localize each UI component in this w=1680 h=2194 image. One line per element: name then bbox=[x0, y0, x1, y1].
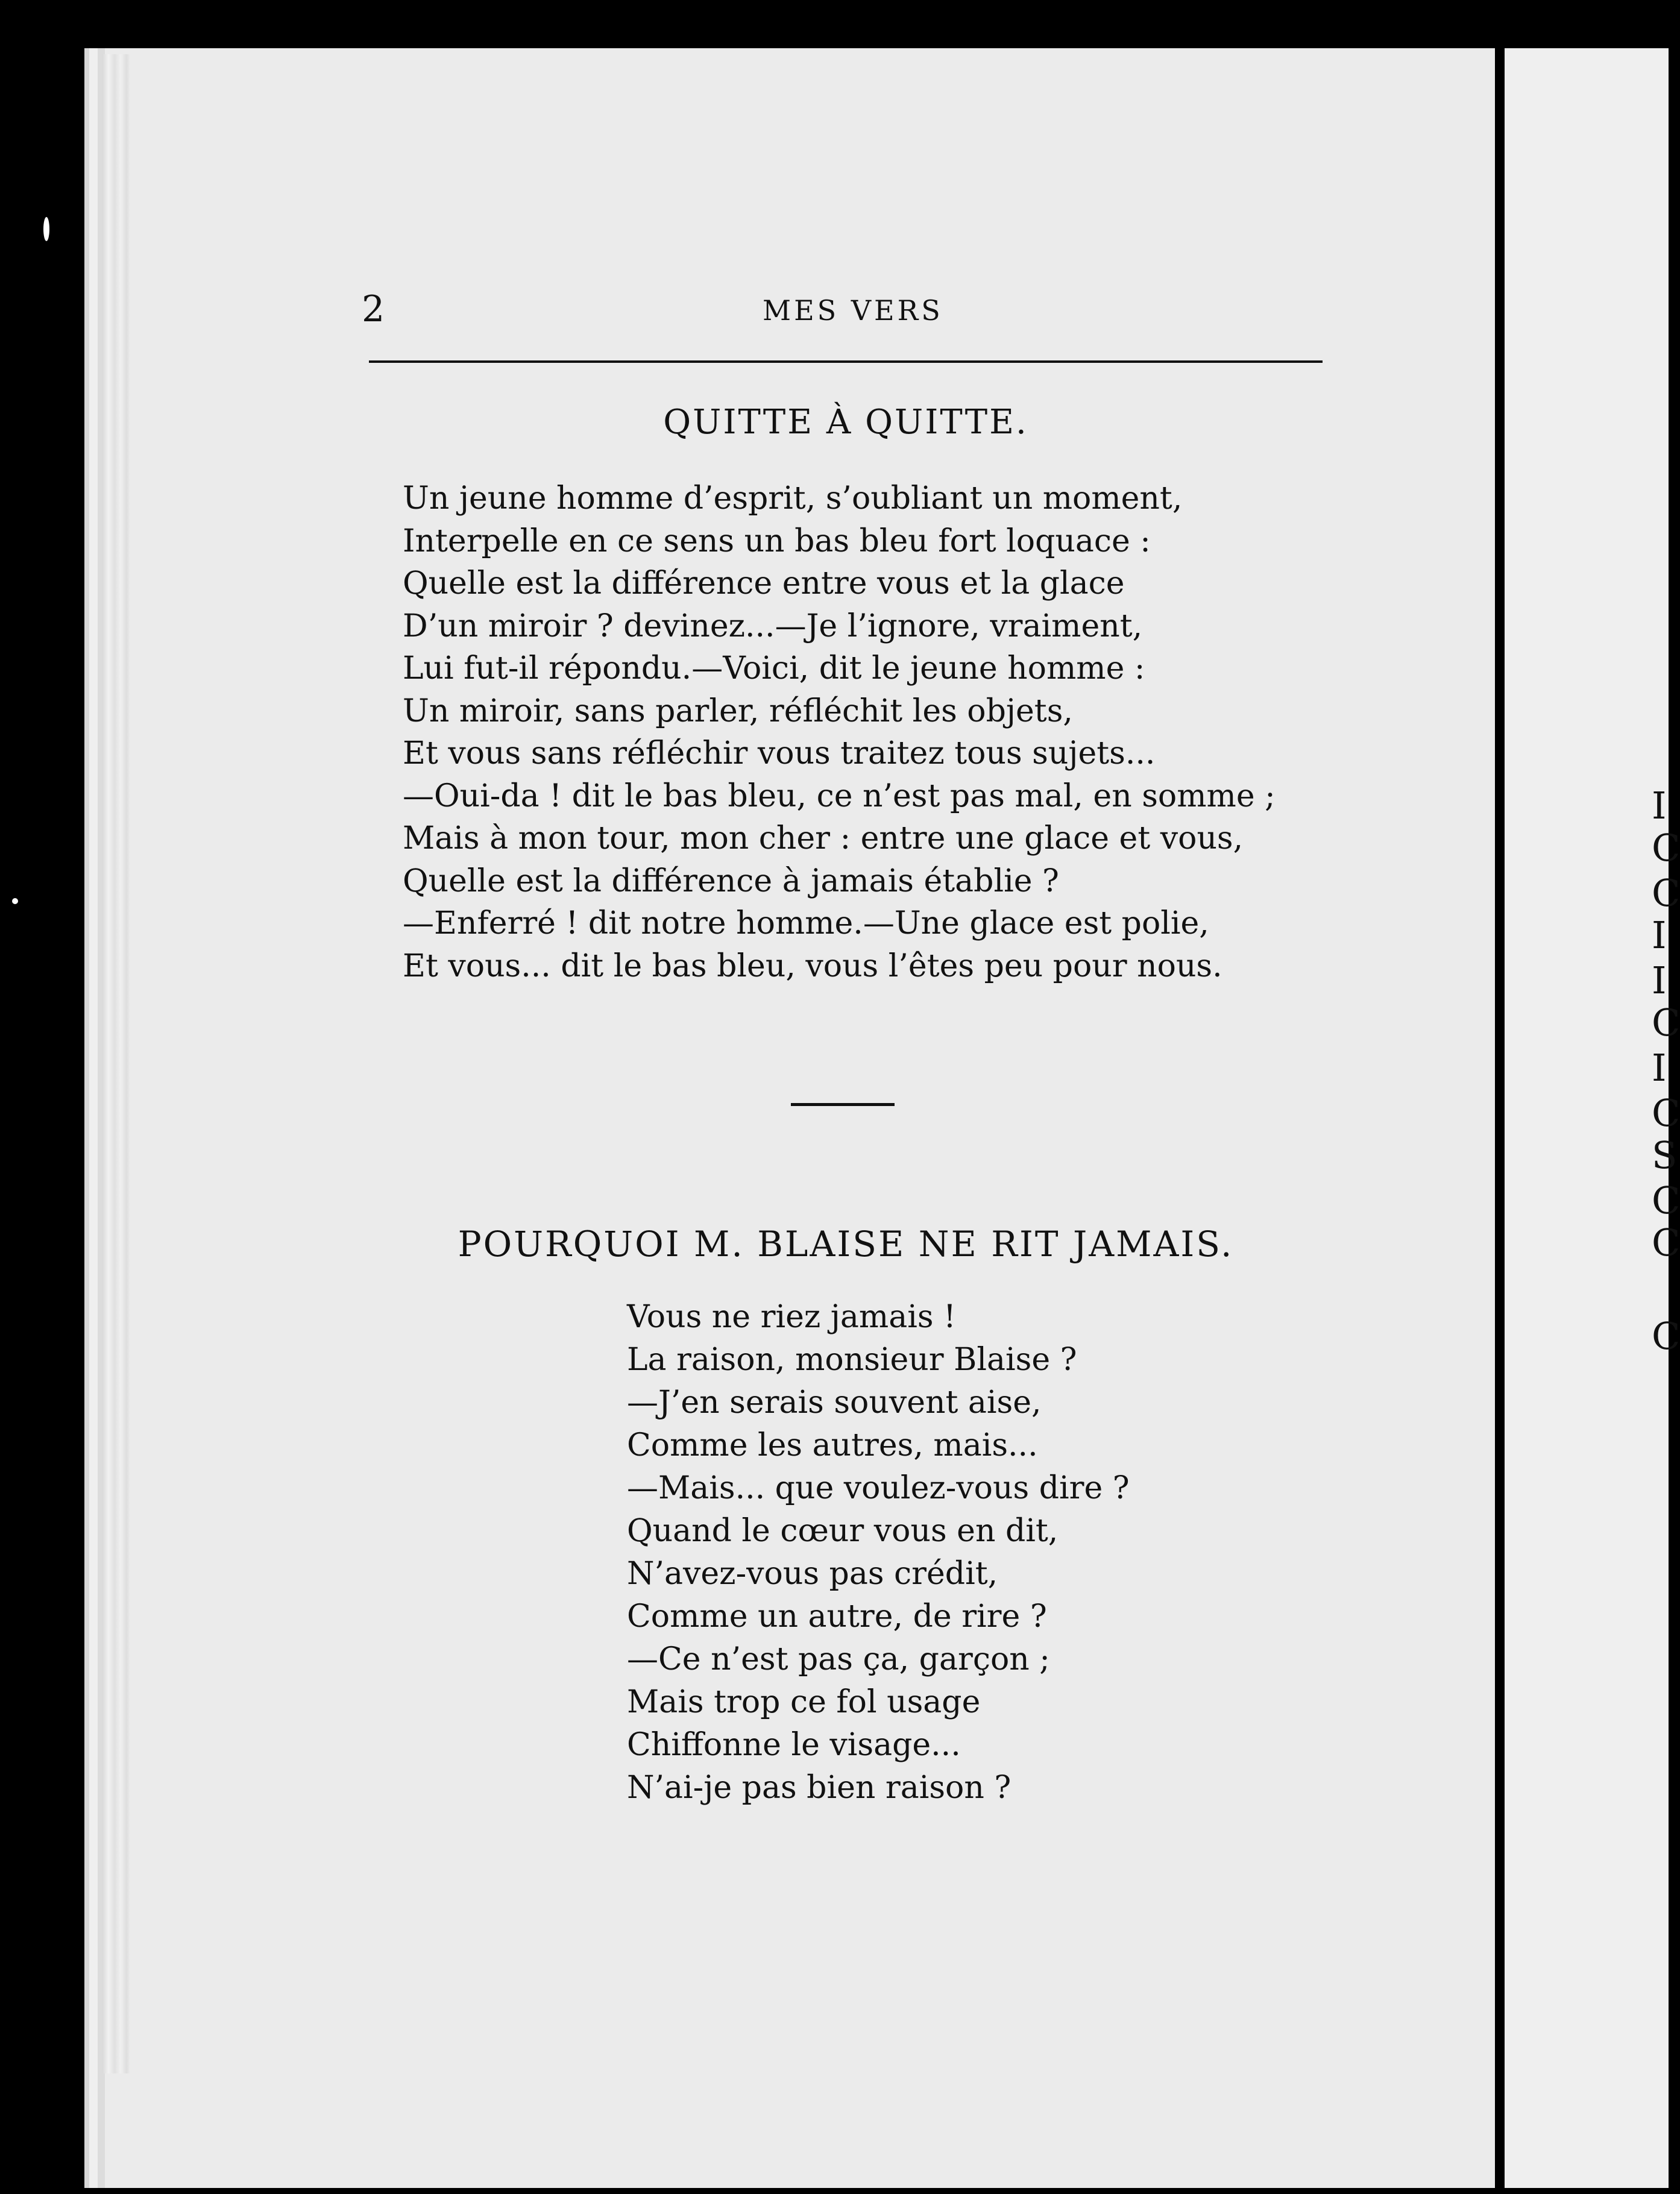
verse-line: Lui fut-il répondu.—Voici, dit le jeune homme : bbox=[403, 650, 1145, 687]
verse-line: Comme un autre, de rire ? bbox=[627, 1598, 1047, 1635]
running-head: MES VERS bbox=[763, 294, 943, 327]
facing-page-glyph: C bbox=[1652, 871, 1680, 915]
verse-line: Mais à mon tour, mon cher : entre une glace et vous, bbox=[403, 820, 1244, 857]
facing-page-glyph: C bbox=[1652, 1221, 1680, 1265]
verse-line: Mais trop ce fol usage bbox=[627, 1684, 981, 1720]
verse-line: D’un miroir ? devinez...—Je l’ignore, vraiment, bbox=[403, 608, 1143, 644]
verse-line: Vous ne riez jamais ! bbox=[627, 1299, 956, 1335]
section-separator bbox=[791, 1103, 895, 1106]
page-number: 2 bbox=[362, 288, 385, 330]
verse-line: —Ce n’est pas ça, garçon ; bbox=[627, 1641, 1050, 1677]
verse-line: Quelle est la différence entre vous et la glace bbox=[403, 565, 1125, 602]
verse-line: Chiffonne le visage... bbox=[627, 1727, 961, 1763]
facing-page-glyph: C bbox=[1652, 1001, 1680, 1045]
facing-page-glyph: C bbox=[1652, 1178, 1680, 1222]
verse-line: N’avez-vous pas crédit, bbox=[627, 1556, 998, 1592]
page-gutter bbox=[1495, 48, 1505, 2188]
facing-page-glyph: C bbox=[1652, 1314, 1680, 1358]
facing-page-glyph: S bbox=[1652, 1133, 1678, 1177]
poem-title: POURQUOI M. BLAISE NE RIT JAMAIS. bbox=[458, 1224, 1234, 1265]
scan-speck bbox=[12, 898, 18, 904]
page-edge bbox=[102, 54, 130, 2073]
verse-line: Et vous... dit le bas bleu, vous l’êtes peu pour nous. bbox=[403, 948, 1222, 984]
verse-line: Interpelle en ce sens un bas bleu fort loquace : bbox=[403, 523, 1151, 559]
verse-line: Quelle est la différence à jamais établie ? bbox=[403, 863, 1059, 899]
verse-line: Et vous sans réfléchir vous traitez tous sujets... bbox=[403, 735, 1156, 772]
verse-line: Comme les autres, mais... bbox=[627, 1427, 1038, 1463]
verse-line: —Oui-da ! dit le bas bleu, ce n’est pas mal, en somme ; bbox=[403, 778, 1276, 814]
facing-page-glyph: I bbox=[1652, 958, 1667, 1002]
verse-line: N’ai-je pas bien raison ? bbox=[627, 1770, 1011, 1806]
verse-line: Un miroir, sans parler, réfléchit les objets, bbox=[403, 693, 1073, 729]
verse-line: —J’en serais souvent aise, bbox=[627, 1385, 1042, 1421]
facing-page-glyph: I bbox=[1652, 1046, 1667, 1090]
book-page bbox=[84, 48, 1495, 2188]
verse-line: Quand le cœur vous en dit, bbox=[627, 1513, 1059, 1549]
facing-page-glyph: I bbox=[1652, 913, 1667, 957]
poem-body bbox=[403, 477, 1276, 987]
facing-page-glyph: I bbox=[1652, 784, 1667, 828]
verse-line: Un jeune homme d’esprit, s’oubliant un moment, bbox=[403, 480, 1183, 517]
facing-page-glyph: C bbox=[1652, 826, 1680, 870]
verse-line: —Mais... que voulez-vous dire ? bbox=[627, 1470, 1130, 1506]
poem-title: QUITTE À QUITTE. bbox=[663, 403, 1028, 442]
poem-body bbox=[627, 1296, 1130, 1809]
scan-speck bbox=[43, 217, 49, 241]
verse-line: —Enferré ! dit notre homme.—Une glace est polie, bbox=[403, 905, 1209, 941]
header-rule bbox=[369, 360, 1323, 363]
facing-page bbox=[1505, 48, 1669, 2188]
facing-page-glyph: C bbox=[1652, 1091, 1680, 1135]
verse-line: La raison, monsieur Blaise ? bbox=[627, 1342, 1077, 1378]
